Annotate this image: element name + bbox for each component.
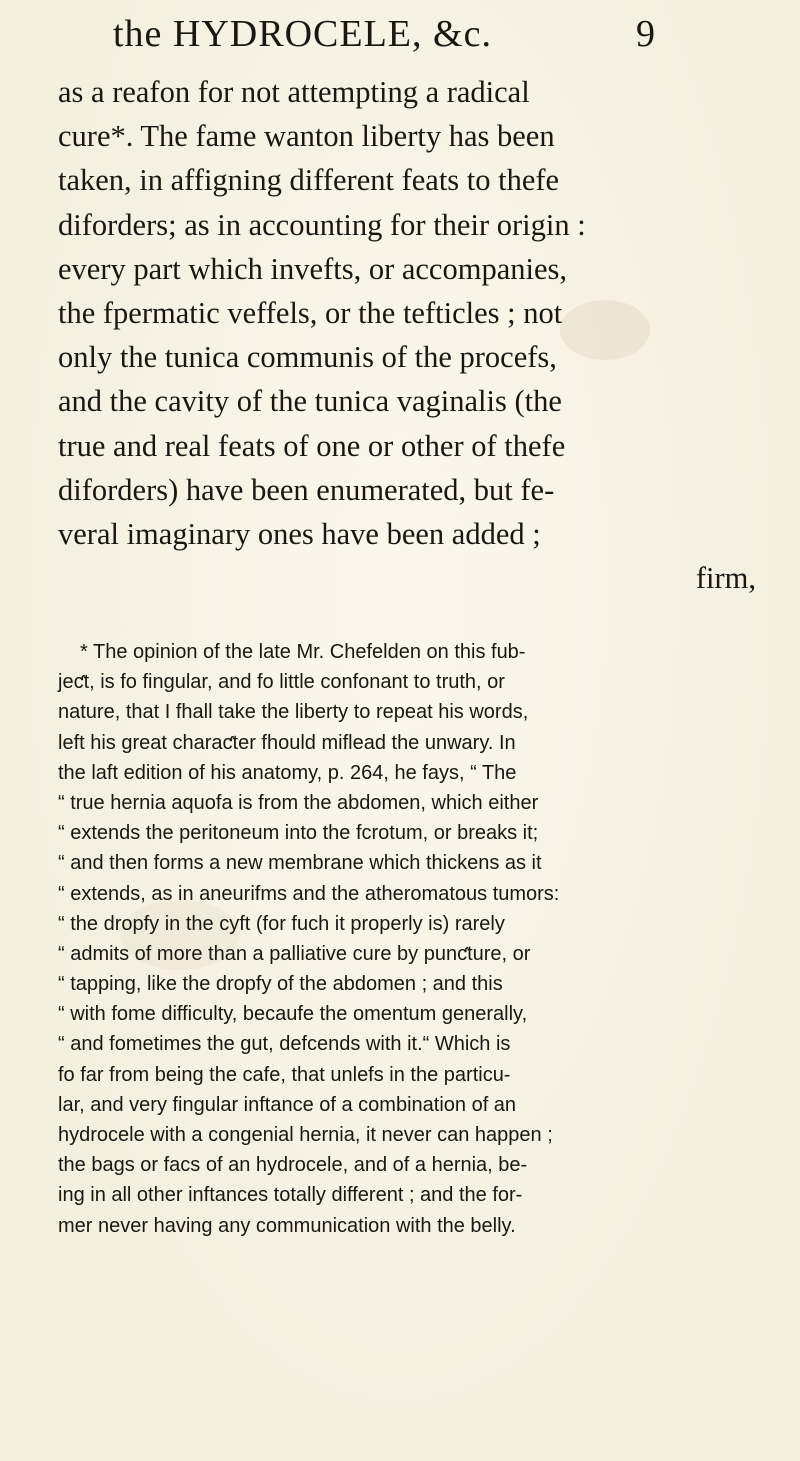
footnote-line: hydrocele with a congenial hernia, it never can happen ; xyxy=(58,1124,553,1146)
footnote-line: “ true hernia aquofa is from the abdomen, which either xyxy=(58,791,539,814)
text-line: diforders; as in accounting for their origin : xyxy=(58,207,586,242)
footnote-line: mer never having any communication with the belly. xyxy=(58,1214,516,1237)
text-line: true and real feats of one or other of thefe xyxy=(58,428,566,463)
text-line: the fpermatic veffels, or the tefticles ; not xyxy=(58,295,563,330)
running-head: the HYDROCELE, &c. xyxy=(113,13,492,55)
text-line: as a reafon for not attempting a radical xyxy=(58,75,530,109)
footnote-line: “ with fome difficulty, becaufe the omentum generally, xyxy=(58,1003,528,1026)
footnote-line: the bags or facs of an hydrocele, and of a hernia, be- xyxy=(58,1154,528,1177)
page-number: 9 xyxy=(636,13,655,55)
text-line: cure*. The fame wanton liberty has been xyxy=(58,119,555,154)
footnote-line: “ admits of more than a palliative cure by punƈture, or xyxy=(58,942,531,965)
text-line: only the tunica communis of the procefs, xyxy=(58,340,557,375)
footnote-line: “ tapping, like the dropfy of the abdomen ; and this xyxy=(58,973,503,996)
footnote-line: “ extends, as in aneurifms and the atheromatous tumors: xyxy=(58,882,560,905)
footnote-line: fo far from being the cafe, that unlefs in the particu- xyxy=(58,1063,511,1086)
text-line: and the cavity of the tunica vaginalis (the xyxy=(58,384,562,419)
footnote-line: * The opinion of the late Mr. Chefelden on this fub- xyxy=(80,641,526,663)
footnote-line: left his great charaƈter fhould miflead the unwary. In xyxy=(58,731,516,754)
footnote-line: ing in all other inftances totally different ; and the for- xyxy=(58,1184,523,1207)
main-text xyxy=(58,70,758,600)
footnote-line: nature, that I fhall take the liberty to repeat his words, xyxy=(58,701,529,724)
footnote-line: “ extends the peritoneum into the fcrotum, or breaks it; xyxy=(58,822,539,845)
footnote-line: lar, and very fingular inftance of a combination of an xyxy=(58,1093,517,1116)
catchword: firm, xyxy=(695,561,756,596)
footnote xyxy=(58,637,758,1241)
page-header xyxy=(113,12,643,70)
footnote-line: the laft edition of his anatomy, p. 264, he fays, “ The xyxy=(58,761,517,784)
text-line: diforders) have been enumerated, but fe- xyxy=(58,472,555,507)
footnote-line: jeƈt, is fo fingular, and fo little confonant to truth, or xyxy=(58,671,505,694)
text-line: every part which invefts, or accompanies, xyxy=(58,251,567,286)
text-line: taken, in affigning different feats to thefe xyxy=(58,163,560,198)
footnote-line: “ and fometimes the gut, defcends with it.“ Which is xyxy=(58,1033,511,1056)
text-line: veral imaginary ones have been added ; xyxy=(58,516,541,551)
footnote-line: “ the dropfy in the cyft (for fuch it properly is) rarely xyxy=(58,912,505,935)
footnote-line: “ and then forms a new membrane which thickens as it xyxy=(58,852,542,875)
